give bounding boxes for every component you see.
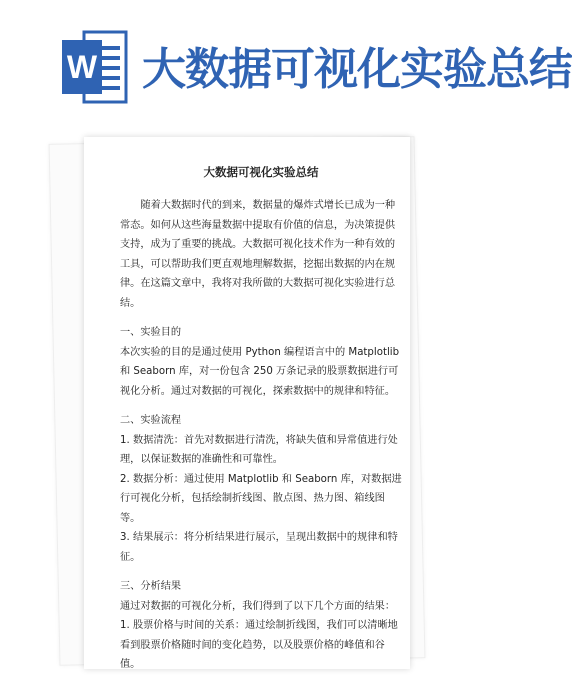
word-icon — [62, 30, 128, 104]
list-item: 3. 结果展示：将分析结果进行展示，呈现出数据中的规律和特征。 — [120, 532, 398, 563]
document-body — [120, 165, 402, 675]
banner-title: 大数据可视化实验总结 — [142, 44, 572, 95]
intro-paragraph: 随着大数据时代的到来，数据量的爆炸式增长已成为一种常态。如何从这些海量数据中提取有价值的信息，为决策提供支持，成为了重要的挑战。大数据可视化技术作为一种有效的工具，可以帮助我们更直观地理解数据，挖掘出数据的内在规律。在这篇文章中，我将对我所做的大数据可视化实验进行总结。 — [120, 200, 396, 309]
list-item: 2. 数据分析：通过使用 Matplotlib 和 Seaborn 库，对数据进行可视化分析，包括绘制折线图、散点图、热力图、箱线图等。 — [120, 473, 402, 524]
document-page — [84, 137, 410, 669]
header-banner — [0, 0, 572, 135]
svg-text:W: W — [66, 49, 98, 85]
section-heading: 一、实验目的 — [120, 327, 182, 338]
list-item: 1. 数据清洗：首先对数据进行清洗，将缺失值和异常值进行处理，以保证数据的准确性和可靠性。 — [120, 434, 398, 465]
section-heading: 三、分析结果 — [120, 581, 182, 592]
section-paragraph: 本次实验的目的是通过使用 Python 编程语言中的 Matplotlib 和 Seaborn 库，对一份包含 250 万条记录的股票数据进行可视化分析。通过对数据的可视化，探索数据中的规律和特征。 — [120, 346, 400, 397]
section-paragraph: 通过对数据的可视化分析，我们得到了以下几个方面的结果： — [120, 600, 396, 612]
section-heading: 二、实验流程 — [120, 415, 182, 426]
list-item: 1. 股票价格与时间的关系：通过绘制折线图，我们可以清晰地看到股票价格随时间的变化趋势，以及股票价格的峰值和谷值。 — [120, 620, 398, 670]
document-title: 大数据可视化实验总结 — [203, 165, 319, 179]
